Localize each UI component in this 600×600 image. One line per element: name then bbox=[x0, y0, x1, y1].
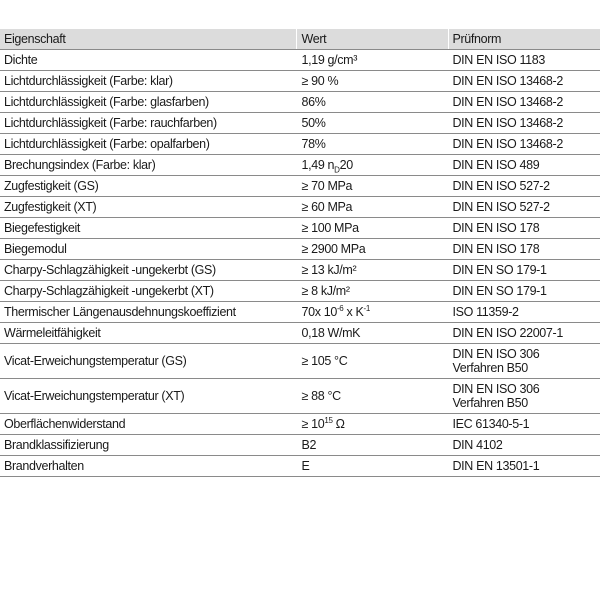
header-value: Wert bbox=[296, 29, 448, 50]
cell-property: Oberflächenwiderstand bbox=[0, 414, 296, 435]
cell-value bbox=[296, 379, 448, 414]
table-row bbox=[0, 323, 600, 344]
norm-line: DIN EN SO 179-1 bbox=[452, 263, 547, 277]
table-row bbox=[0, 379, 600, 414]
cell-property: Vicat-Erweichungstemperatur (GS) bbox=[0, 344, 296, 379]
table-row bbox=[0, 414, 600, 435]
value-value-after: x K bbox=[343, 305, 364, 319]
cell-norm bbox=[448, 239, 600, 260]
value-value-sup: 15 bbox=[324, 415, 333, 425]
cell-norm bbox=[448, 379, 600, 414]
cell-value bbox=[296, 218, 448, 239]
cell-norm bbox=[448, 218, 600, 239]
cell-value bbox=[296, 71, 448, 92]
properties-table bbox=[0, 29, 600, 477]
cell-property: Zugfestigkeit (XT) bbox=[0, 197, 296, 218]
cell-property: Charpy-Schlagzähigkeit -ungekerbt (XT) bbox=[0, 281, 296, 302]
value-value: ≥ 90 % bbox=[301, 74, 339, 88]
norm-line: Verfahren B50 bbox=[452, 361, 528, 375]
cell-property: Brandklassifizierung bbox=[0, 435, 296, 456]
value-value-sup: -6 bbox=[336, 303, 344, 313]
value-value-sup2: -1 bbox=[363, 303, 370, 313]
cell-norm bbox=[448, 134, 600, 155]
value-value: ≥ 88 °C bbox=[301, 389, 341, 403]
norm-line: DIN EN ISO 13468-2 bbox=[452, 137, 563, 151]
value-value: B2 bbox=[301, 438, 317, 452]
table-row bbox=[0, 281, 600, 302]
cell-property: Brandverhalten bbox=[0, 456, 296, 477]
norm-line: DIN 4102 bbox=[452, 438, 503, 452]
cell-value bbox=[296, 134, 448, 155]
value-value: ≥ 8 kJ/m² bbox=[301, 284, 350, 298]
norm-line: DIN EN 13501-1 bbox=[452, 459, 540, 473]
header-property: Eigenschaft bbox=[0, 29, 296, 50]
cell-property: Zugfestigkeit (GS) bbox=[0, 176, 296, 197]
cell-property: Lichtdurchlässigkeit (Farbe: klar) bbox=[0, 71, 296, 92]
table-row bbox=[0, 92, 600, 113]
cell-norm bbox=[448, 344, 600, 379]
cell-value bbox=[296, 155, 448, 176]
value-value: E bbox=[301, 459, 310, 473]
cell-value bbox=[296, 456, 448, 477]
value-value: 78% bbox=[301, 137, 326, 151]
value-value-after: Ω bbox=[332, 417, 345, 431]
cell-property: Brechungsindex (Farbe: klar) bbox=[0, 155, 296, 176]
value-value: 1,19 g/cm³ bbox=[301, 53, 358, 67]
cell-value bbox=[296, 239, 448, 260]
cell-value bbox=[296, 92, 448, 113]
norm-line: DIN EN ISO 1183 bbox=[452, 53, 545, 67]
cell-property: Biegemodul bbox=[0, 239, 296, 260]
cell-value bbox=[296, 323, 448, 344]
header-norm: Prüfnorm bbox=[448, 29, 600, 50]
norm-line: DIN EN ISO 306 bbox=[452, 382, 540, 396]
cell-value bbox=[296, 113, 448, 134]
table-row bbox=[0, 239, 600, 260]
value-value: ≥ 10 bbox=[301, 417, 325, 431]
cell-norm bbox=[448, 197, 600, 218]
norm-line: DIN EN ISO 178 bbox=[452, 242, 540, 256]
cell-norm bbox=[448, 260, 600, 281]
cell-norm bbox=[448, 302, 600, 323]
value-value: 70x 10 bbox=[301, 305, 337, 319]
cell-value bbox=[296, 260, 448, 281]
cell-norm bbox=[448, 155, 600, 176]
cell-property: Lichtdurchlässigkeit (Farbe: opalfarben) bbox=[0, 134, 296, 155]
cell-norm bbox=[448, 71, 600, 92]
norm-line: DIN EN SO 179-1 bbox=[452, 284, 547, 298]
table-row bbox=[0, 260, 600, 281]
norm-line: DIN EN ISO 13468-2 bbox=[452, 116, 563, 130]
cell-norm bbox=[448, 92, 600, 113]
cell-norm bbox=[448, 113, 600, 134]
norm-line: DIN EN ISO 178 bbox=[452, 221, 540, 235]
data-sheet bbox=[0, 29, 600, 477]
norm-line: DIN EN ISO 306 bbox=[452, 347, 540, 361]
norm-line: DIN EN ISO 527-2 bbox=[452, 200, 550, 214]
table-row bbox=[0, 50, 600, 71]
cell-property: Charpy-Schlagzähigkeit -ungekerbt (GS) bbox=[0, 260, 296, 281]
cell-value bbox=[296, 414, 448, 435]
table-row bbox=[0, 435, 600, 456]
cell-value bbox=[296, 302, 448, 323]
value-value: 50% bbox=[301, 116, 326, 130]
norm-line: DIN EN ISO 527-2 bbox=[452, 179, 550, 193]
table-body bbox=[0, 50, 600, 477]
cell-value bbox=[296, 197, 448, 218]
cell-norm bbox=[448, 414, 600, 435]
value-value: ≥ 105 °C bbox=[301, 354, 348, 368]
cell-property: Vicat-Erweichungstemperatur (XT) bbox=[0, 379, 296, 414]
cell-value bbox=[296, 281, 448, 302]
value-value-sub: D bbox=[334, 165, 340, 175]
table-row bbox=[0, 134, 600, 155]
cell-norm bbox=[448, 50, 600, 71]
table-row bbox=[0, 71, 600, 92]
cell-property: Lichtdurchlässigkeit (Farbe: glasfarben) bbox=[0, 92, 296, 113]
table-header-row bbox=[0, 29, 600, 50]
value-value: 86% bbox=[301, 95, 326, 109]
table-row bbox=[0, 176, 600, 197]
value-value: ≥ 70 MPa bbox=[301, 179, 353, 193]
value-value-after: 20 bbox=[339, 158, 353, 172]
norm-line: DIN EN ISO 13468-2 bbox=[452, 95, 563, 109]
cell-value bbox=[296, 176, 448, 197]
table-row bbox=[0, 155, 600, 176]
norm-line: DIN EN ISO 13468-2 bbox=[452, 74, 563, 88]
value-value: ≥ 2900 MPa bbox=[301, 242, 366, 256]
cell-norm bbox=[448, 281, 600, 302]
cell-property: Lichtdurchlässigkeit (Farbe: rauchfarben) bbox=[0, 113, 296, 134]
table-row bbox=[0, 218, 600, 239]
norm-line: DIN EN ISO 489 bbox=[452, 158, 540, 172]
cell-value bbox=[296, 344, 448, 379]
value-value: ≥ 13 kJ/m² bbox=[301, 263, 357, 277]
table-row bbox=[0, 113, 600, 134]
norm-line: IEC 61340-5-1 bbox=[452, 417, 530, 431]
cell-property: Thermischer Längenausdehnungskoeffizient bbox=[0, 302, 296, 323]
table-row bbox=[0, 302, 600, 323]
table-row bbox=[0, 197, 600, 218]
cell-norm bbox=[448, 435, 600, 456]
cell-norm bbox=[448, 323, 600, 344]
table-row bbox=[0, 344, 600, 379]
cell-property: Biegefestigkeit bbox=[0, 218, 296, 239]
cell-value bbox=[296, 435, 448, 456]
value-value: 1,49 n bbox=[301, 158, 335, 172]
norm-line: DIN EN ISO 22007-1 bbox=[452, 326, 563, 340]
cell-norm bbox=[448, 456, 600, 477]
cell-norm bbox=[448, 176, 600, 197]
table-row bbox=[0, 456, 600, 477]
value-value: ≥ 100 MPa bbox=[301, 221, 359, 235]
norm-line: Verfahren B50 bbox=[452, 396, 528, 410]
norm-line: ISO 11359-2 bbox=[452, 305, 519, 319]
cell-value bbox=[296, 50, 448, 71]
cell-property: Wärmeleitfähigkeit bbox=[0, 323, 296, 344]
value-value: ≥ 60 MPa bbox=[301, 200, 353, 214]
cell-property: Dichte bbox=[0, 50, 296, 71]
value-value: 0,18 W/mK bbox=[301, 326, 361, 340]
